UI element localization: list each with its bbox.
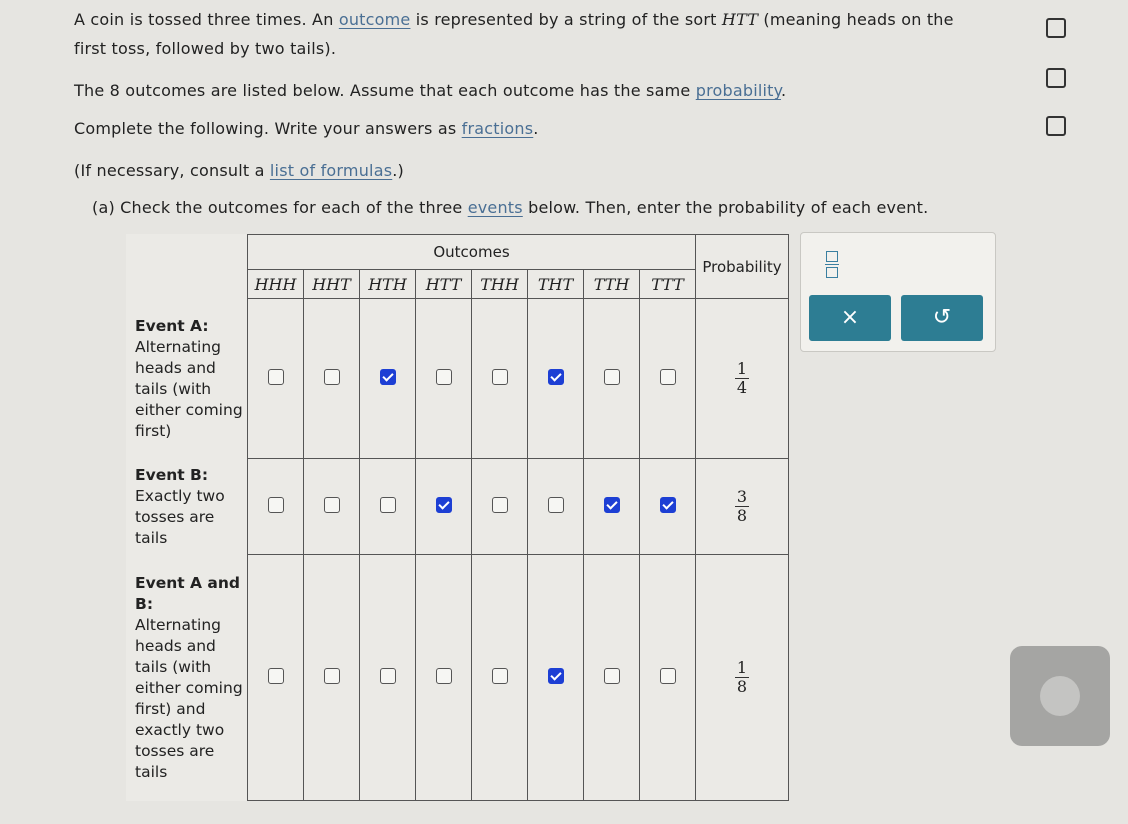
text: .) (392, 161, 404, 180)
checkbox-cell (584, 459, 640, 555)
text: . (533, 119, 539, 138)
event-title: Event A: (135, 316, 209, 335)
checkbox-cell (472, 299, 528, 459)
outcome-checkbox-htt[interactable] (436, 497, 452, 513)
outcome-checkbox-hhh[interactable] (268, 497, 284, 513)
question-line-5 (74, 160, 404, 181)
outcome-link[interactable]: outcome (338, 10, 411, 29)
event-title: Event A and B: (135, 573, 241, 613)
clear-button[interactable]: × (809, 295, 891, 341)
outcomes-table (126, 234, 789, 801)
events-link[interactable]: events (467, 198, 523, 217)
fraction-numerator: 3 (736, 487, 748, 506)
checkbox-cell (528, 459, 584, 555)
fraction-numerator: 1 (736, 658, 748, 677)
event-row (126, 555, 789, 801)
outcome-checkbox-ttt[interactable] (660, 369, 676, 385)
outcome-checkbox-hth[interactable] (380, 668, 396, 684)
outcome-header-hhh: HHH (248, 270, 304, 299)
text: (meaning heads on the (758, 10, 954, 29)
fraction-denominator: 8 (736, 506, 748, 525)
checkbox-cell (584, 555, 640, 801)
fraction-denominator: 8 (736, 677, 748, 696)
event-row (126, 299, 789, 459)
checkbox-cell (528, 555, 584, 801)
font-size-icon[interactable] (1046, 68, 1066, 88)
outcome-header-htt: HTT (416, 270, 472, 299)
fractions-link[interactable]: fractions (461, 119, 534, 138)
probability-fraction[interactable] (735, 360, 749, 397)
question-line-3 (74, 80, 786, 101)
outcome-checkbox-tht[interactable] (548, 497, 564, 513)
checkbox-cell (304, 459, 360, 555)
checkbox-cell (640, 459, 696, 555)
checkbox-cell (248, 555, 304, 801)
question-line-1 (74, 9, 954, 30)
outcome-checkbox-hht[interactable] (324, 668, 340, 684)
formulas-link[interactable]: list of formulas (269, 161, 393, 180)
checkbox-cell (584, 299, 640, 459)
checkbox-cell (248, 299, 304, 459)
outcome-checkbox-hhh[interactable] (268, 369, 284, 385)
fraction-denominator: 4 (736, 378, 748, 397)
part-a-instruction (92, 197, 928, 218)
checkbox-cell (416, 299, 472, 459)
text: below. Then, enter the probability of each event. (522, 198, 929, 217)
probability-cell[interactable] (696, 555, 789, 801)
outcome-checkbox-ttt[interactable] (660, 497, 676, 513)
text: The 8 outcomes are listed below. Assume that each outcome has the same (74, 81, 696, 100)
outcomes-header: Outcomes (248, 235, 696, 270)
checkbox-cell (640, 299, 696, 459)
text: . (781, 81, 787, 100)
outcome-checkbox-thh[interactable] (492, 369, 508, 385)
checkbox-cell (472, 555, 528, 801)
outcome-checkbox-hth[interactable] (380, 497, 396, 513)
checkbox-cell (248, 459, 304, 555)
event-title: Event B: (135, 465, 209, 484)
checkbox-cell (416, 459, 472, 555)
outcome-header-hht: HHT (304, 270, 360, 299)
outcome-header-hth: HTH (360, 270, 416, 299)
event-description: Exactly two tosses are tails (135, 486, 225, 547)
text: is represented by a string of the sort (410, 10, 722, 29)
outcome-example: HTT (721, 10, 759, 29)
checkbox-cell (360, 459, 416, 555)
outcome-checkbox-hth[interactable] (380, 369, 396, 385)
probability-fraction[interactable] (735, 488, 749, 525)
event-description: Alternating heads and tails (with either coming first) and exactly two tosses are tails (135, 615, 243, 781)
checkbox-cell (360, 555, 416, 801)
checkbox-cell (304, 555, 360, 801)
checkbox-cell (360, 299, 416, 459)
outcome-checkbox-ttt[interactable] (660, 668, 676, 684)
outcome-header-tth: TTH (584, 270, 640, 299)
probability-cell[interactable] (696, 299, 789, 459)
outcome-checkbox-tht[interactable] (548, 369, 564, 385)
probability-link[interactable]: probability (695, 81, 782, 100)
outcome-header-thh: THH (472, 270, 528, 299)
event-row (126, 459, 789, 555)
checkbox-cell (304, 299, 360, 459)
checkbox-cell (472, 459, 528, 555)
checkbox-cell (416, 555, 472, 801)
outcome-checkbox-thh[interactable] (492, 668, 508, 684)
text: Complete the following. Write your answers as (74, 119, 462, 138)
outcome-checkbox-htt[interactable] (436, 668, 452, 684)
calculator-icon[interactable] (1046, 18, 1066, 38)
mail-icon[interactable] (1046, 116, 1066, 136)
outcome-checkbox-tht[interactable] (548, 668, 564, 684)
probability-header: Probability (696, 235, 789, 299)
answer-palette (800, 232, 996, 352)
checkbox-cell (640, 555, 696, 801)
question-line-4 (74, 118, 539, 139)
outcome-header-ttt: TTT (640, 270, 696, 299)
outcome-checkbox-hhh[interactable] (268, 668, 284, 684)
outcome-checkbox-thh[interactable] (492, 497, 508, 513)
outcome-checkbox-tth[interactable] (604, 668, 620, 684)
question-line-2: first toss, followed by two tails). (74, 39, 337, 58)
outcome-checkbox-tth[interactable] (604, 497, 620, 513)
event-description: Alternating heads and tails (with either coming first) (135, 337, 243, 440)
outcome-checkbox-tth[interactable] (604, 369, 620, 385)
outcome-header-tht: THT (528, 270, 584, 299)
corner-cell (126, 235, 248, 299)
settings-gear-icon[interactable] (1010, 646, 1110, 746)
undo-button[interactable]: ↺ (901, 295, 983, 341)
event-label (126, 459, 248, 555)
outcome-checkbox-htt[interactable] (436, 369, 452, 385)
event-label (126, 555, 248, 801)
text: A coin is tossed three times. An (74, 10, 339, 29)
text: (a) Check the outcomes for each of the three (92, 198, 468, 217)
probability-cell[interactable] (696, 459, 789, 555)
event-label (126, 299, 248, 459)
outcome-checkbox-hht[interactable] (324, 497, 340, 513)
fraction-icon[interactable] (825, 251, 839, 278)
outcome-checkbox-hht[interactable] (324, 369, 340, 385)
probability-fraction[interactable] (735, 659, 749, 696)
text: (If necessary, consult a (74, 161, 270, 180)
checkbox-cell (528, 299, 584, 459)
fraction-numerator: 1 (736, 359, 748, 378)
